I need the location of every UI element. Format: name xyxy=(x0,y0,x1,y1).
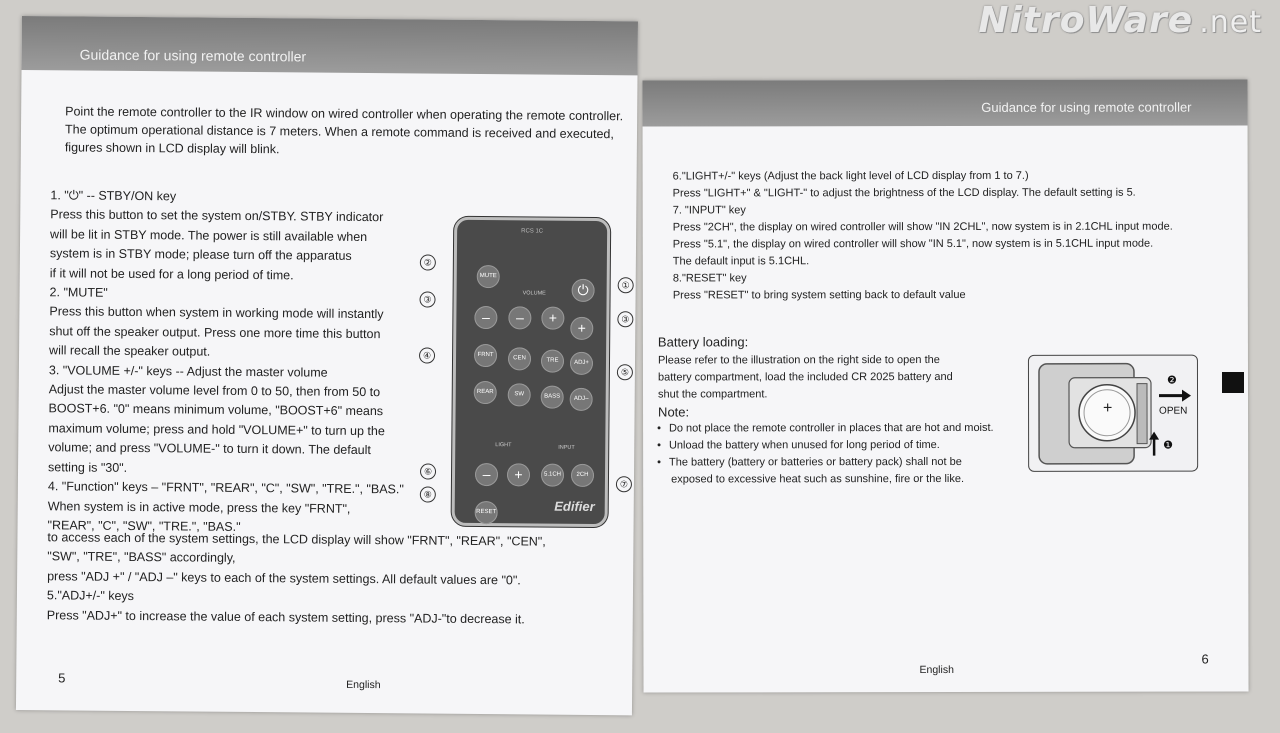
remote-light-up-button: + xyxy=(507,463,530,486)
body-line: 3. "VOLUME +/-" keys -- Adjust the master volume xyxy=(48,362,328,380)
page-edge-tab xyxy=(1222,372,1244,393)
body-line: setting is "30". xyxy=(48,459,128,475)
intro-line: Point the remote controller to the IR window on wired controller when operating the remote controller. xyxy=(65,104,624,124)
callout-3-right: ③ xyxy=(617,311,633,327)
callout-1: ① xyxy=(618,277,634,293)
body-line: if it will not be used for a long period of time. xyxy=(49,265,294,283)
remote-reset-button: RESET xyxy=(475,501,498,524)
body-line: system is in STBY mode; please turn off the apparatus xyxy=(49,246,352,264)
remote-volume-label: VOLUME xyxy=(522,290,546,297)
body-line: Press this button when system in working mode will instantly xyxy=(49,304,384,322)
body-line: The default input is 5.1CHL. xyxy=(672,255,810,268)
remote-light-down-button: – xyxy=(475,463,498,486)
body-line: "SW", "TRE", "BASS" accordingly, xyxy=(47,549,236,566)
remote-volume-up-button: + xyxy=(541,307,564,330)
right-page xyxy=(642,79,1248,692)
body-line: Press this button to set the system on/STBY. STBY indicator xyxy=(50,207,384,225)
left-page xyxy=(16,16,638,715)
callout-8: ⑧ xyxy=(420,486,436,502)
left-body-text xyxy=(47,186,406,538)
step-2-label: ❷ xyxy=(1166,374,1177,387)
watermark-logo xyxy=(978,0,1262,41)
watermark-brand: NitroWare xyxy=(978,0,1194,41)
body-line: 2. "MUTE" xyxy=(49,285,108,300)
left-header-title: Guidance for using remote controller xyxy=(79,46,307,65)
battery-title: Battery loading: xyxy=(657,334,749,350)
body-line: Please refer to the illustration on the right side to open the xyxy=(657,354,940,367)
body-line: 1. "⏻" -- STBY/ON key xyxy=(50,188,177,204)
left-body-wide-text xyxy=(47,528,546,629)
remote-rear-button: REAR xyxy=(474,381,497,404)
body-line: will be lit in STBY mode. The power is still available when xyxy=(50,227,368,244)
body-line: When system is in active mode, press the key "FRNT", xyxy=(47,498,351,516)
callout-2: ② xyxy=(420,254,436,270)
body-line: shut off the speaker output. Press one more time this button xyxy=(49,324,381,341)
remote-power-icon: ⏻ xyxy=(572,279,595,302)
right-header-title: Guidance for using remote controller xyxy=(981,99,1192,115)
body-line: 6."LIGHT+/-" keys (Adjust the back light level of LCD display from 1 to 7.) xyxy=(672,169,1029,183)
callout-5: ⑤ xyxy=(617,364,633,380)
intro-line: The optimum operational distance is 7 meters. When a remote command is received and executed, xyxy=(64,122,614,142)
note-item: • The battery (battery or batteries or battery pack) shall not be xyxy=(657,454,994,472)
body-line: press "ADJ +" / "ADJ –" keys to each of the system settings. All default values are "0". xyxy=(47,569,521,588)
intro-text xyxy=(65,102,623,161)
battery-figure xyxy=(1028,355,1198,472)
remote-adj-minus-button: ADJ– xyxy=(570,388,593,411)
body-line: BOOST+6. "0" means minimum volume, "BOOST+6" means xyxy=(48,401,384,419)
remote-mute-button: MUTE xyxy=(477,265,500,288)
battery-plus-label: + xyxy=(1103,399,1113,417)
callout-7: ⑦ xyxy=(616,476,632,492)
body-line: Press "LIGHT+" & "LIGHT-" to adjust the brightness of the LCD display. The default setting is 5. xyxy=(672,186,1136,200)
remote-illustration xyxy=(452,217,611,527)
left-page-number: 5 xyxy=(58,670,66,686)
body-line: volume; and press "VOLUME-" to turn it down. The default xyxy=(48,440,371,458)
watermark-tld: .net xyxy=(1199,5,1262,40)
remote-input-2ch-button: 2CH xyxy=(571,464,594,487)
left-header-band xyxy=(22,16,638,75)
left-footer: English xyxy=(346,678,381,692)
remote-ir-label: RCS 1C xyxy=(521,228,544,235)
remote-volume-down-button: – xyxy=(508,306,531,329)
remote-adj-plus-button: ADJ+ xyxy=(570,352,593,375)
note-item-continued: exposed to excessive heat such as sunshine, fire or the like. xyxy=(671,472,965,486)
body-line: to access each of the system settings, the LCD display will show "FRNT", "REAR", "CEN", xyxy=(47,530,546,549)
remote-cen-button: CEN xyxy=(508,347,531,370)
body-line: will recall the speaker output. xyxy=(49,343,211,359)
remote-input-label: INPUT xyxy=(558,444,575,451)
right-page-number: 6 xyxy=(1201,651,1209,667)
body-line: 7. "INPUT" key xyxy=(672,204,746,217)
remote-volume-down-button: – xyxy=(474,306,497,329)
remote-frnt-button: FRNT xyxy=(474,344,497,367)
body-line: 4. "Function" keys – "FRNT", "REAR", "C", "SW", "TRE.", "BAS." xyxy=(47,479,404,497)
body-line: Adjust the master volume level from 0 to 50, then from 50 to xyxy=(48,382,381,400)
remote-light-label: LIGHT xyxy=(495,442,512,449)
body-line: 8."RESET" key xyxy=(672,272,747,285)
callout-4: ④ xyxy=(419,347,435,363)
right-header-band xyxy=(642,79,1247,126)
body-line: Press "5.1", the display on wired controller will show "IN 5.1", now system is in 5.1CHL input mode. xyxy=(672,237,1154,251)
remote-brand-logo: Edifier xyxy=(554,498,595,515)
body-line: 5."ADJ+/-" keys xyxy=(46,588,135,604)
body-line: shut the compartment. xyxy=(658,388,768,401)
note-title: Note: xyxy=(658,404,690,420)
body-line: Press "RESET" to bring system setting back to default value xyxy=(672,288,966,302)
callout-6: ⑥ xyxy=(420,463,436,479)
battery-body xyxy=(658,352,953,404)
remote-volume-up-button: + xyxy=(570,317,593,340)
notes-list xyxy=(657,420,994,489)
open-label: OPEN xyxy=(1159,405,1188,417)
body-line: battery compartment, load the included CR 2025 battery and xyxy=(657,370,953,384)
body-line: "REAR", "C", "SW", "TRE.", "BAS." xyxy=(47,518,241,534)
right-body-text xyxy=(673,168,1173,305)
remote-input-51-button: 5.1CH xyxy=(541,464,564,487)
note-item: • Do not place the remote controller in places that are hot and moist. xyxy=(657,420,994,438)
intro-line: figures shown in LCD display will blink. xyxy=(64,140,280,157)
remote-bass-button: BASS xyxy=(541,386,564,409)
note-item: • Unload the battery when unused for long period of time. xyxy=(657,437,994,455)
body-line: Press "2CH", the display on wired controller will show "IN 2CHL", now system is in 2.1CHL input mode. xyxy=(672,220,1173,234)
body-line: Press "ADJ+" to increase the value of each system setting, press "ADJ-"to decrease it. xyxy=(46,607,525,627)
remote-sw-button: SW xyxy=(508,383,531,406)
callout-3-left: ③ xyxy=(419,291,435,307)
remote-tre-button: TRE xyxy=(541,350,564,373)
body-line: maximum volume; press and hold "VOLUME+" to turn up the xyxy=(48,421,385,439)
right-footer: English xyxy=(919,663,954,677)
step-1-label: ❶ xyxy=(1163,439,1173,452)
